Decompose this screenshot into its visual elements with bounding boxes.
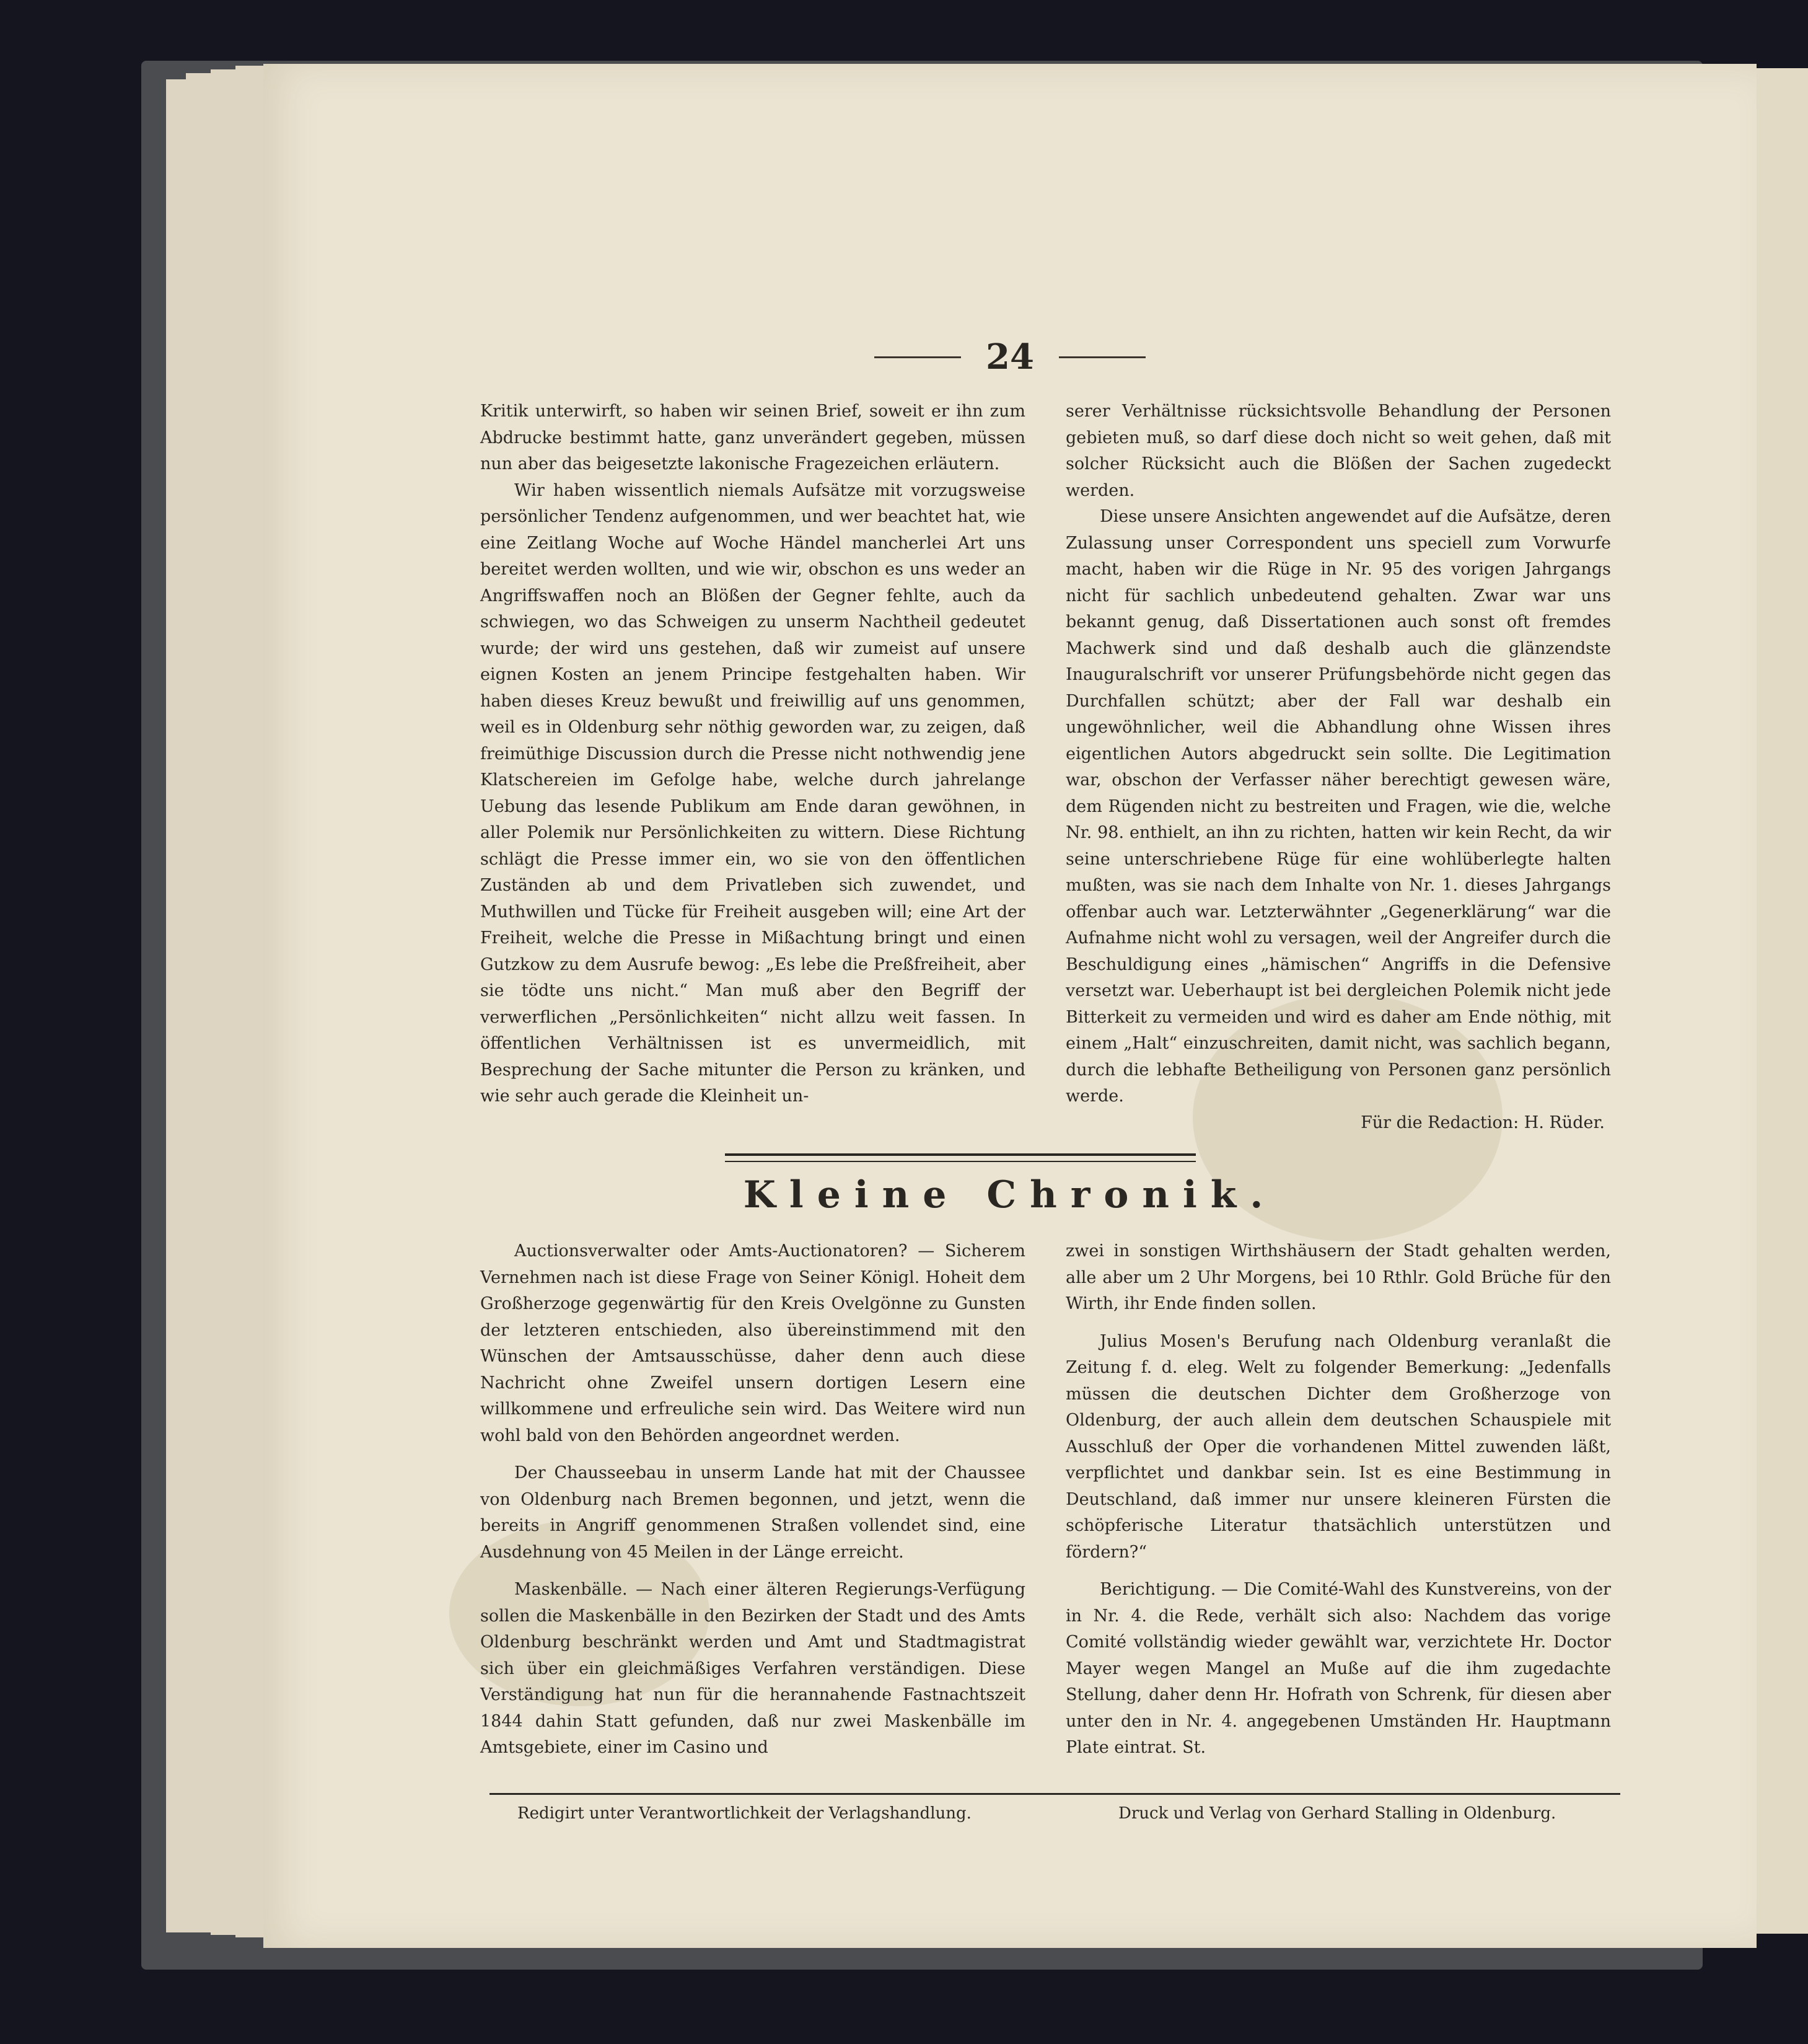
page-number xyxy=(263,337,1757,377)
news-item: Maskenbälle. — Nach einer älteren Regierungs-Verfügung sollen die Maskenbälle in den Bezirken der Stadt und des Amts Oldenburg beschränkt werden und Amt und Stadtmagistrat sich über ein gleichmäßiges Verfahren verständigen. Diese Verständigung hat nun für die herannahende Fastnachtszeit 1844 dahin Statt gefunden, daß nur zwei Maskenbälle im Amtsgebiete, einer im Casino und xyxy=(480,1580,1025,1757)
facing-page-edge xyxy=(1757,68,1808,1934)
column-left-bottom xyxy=(480,1238,1025,1761)
column-right-bottom xyxy=(1066,1238,1611,1761)
imprint-publisher: Druck und Verlag von Gerhard Stalling in Oldenburg. xyxy=(1118,1804,1556,1823)
paragraph: serer Verhältnisse rücksichtsvolle Behandlung der Personen gebieten muß, so darf diese doch nicht so weit gehen, daß mit solcher Rücksicht auch die Blößen der Sachen zugedeckt werden. xyxy=(1066,402,1611,500)
news-item: Berichtigung. — Die Comité-Wahl des Kunstvereins, von der in Nr. 4. die Rede, verhält sich also: Nachdem das vorige Comité vollständig wieder gewählt war, verzichtete Hr. Doctor Mayer wegen Mangel an Muße auf die ihm zugedachte Stellung, daher denn Hr. Hofrath von Schrenk, für diesen aber unter den in Nr. 4. angegebenen Umständen Hr. Hauptmann Plate eintrat. St. xyxy=(1066,1580,1611,1757)
column-left-top xyxy=(480,399,1025,1110)
footer-rule xyxy=(489,1793,1620,1795)
paragraph: Wir haben wissentlich niemals Aufsätze mit vorzugsweise persönlicher Tendenz aufgenommen, und wer beachtet hat, wie eine Zeitlang Woche auf Woche Händel mancherlei Art uns bereitet werden wollten, und wie wir, obschon es uns weder an Angriffswaffen noch an Blößen der Gegner fehlte, auch da schwiegen, wo das Schweigen zu unserm Nachtheil gedeutet wurde; der wird uns gestehen, daß wir zumeist auf unsere eignen Kosten an jenem Principe festgehalten haben. Wir haben dieses Kreuz bewußt und freiwillig auf uns genommen, weil es in Oldenburg sehr nöthig geworden war, zu zeigen, daß freimüthige Discussion durch die Presse nicht nothwendig jene Klatschereien im Gefolge habe, welche durch jahrelange Uebung das lesende Publikum am Ende daran gewöhnen, in aller Polemik nur Persönlichkeiten zu wittern. Diese Richtung schlägt die Presse immer ein, wo sie von den öffentlichen Zuständen ab und dem Privatleben sich zuwendet, und Muthwillen und Tücke für Freiheit ausgeben will; eine Art der Freiheit, welche die Presse in Mißachtung bringt und einen Gutzkow zu dem Ausrufe bewog: „Es lebe die Preßfreiheit, aber sie tödte uns nicht.“ Man muß aber den Begriff der verwerflichen „Persönlichkeiten“ nicht allzu weit fassen. In öffentlichen Verhältnissen ist es unvermeidlich, mit Besprechung der Sache mitunter die Person zu kränken, und wie sehr auch gerade die Kleinheit un- xyxy=(480,480,1025,1106)
signature: Für die Redaction: H. Rüder. xyxy=(1361,1112,1605,1132)
news-item: Der Chausseebau in unserm Lande hat mit der Chaussee von Oldenburg nach Bremen begonnen, und jetzt, wenn die bereits in Angriff genommenen Straßen vollendet sind, eine Ausdehnung von 45 Meilen in der Länge erreicht. xyxy=(480,1463,1025,1562)
section-divider xyxy=(725,1153,1196,1162)
paragraph: Diese unsere Ansichten angewendet auf die Aufsätze, deren Zulassung unser Correspondent uns speciell zum Vorwurfe macht, haben wir die Rüge in Nr. 95 des vorigen Jahrgangs nicht für sachlich unbedeutend gehalten. Zwar war uns bekannt genug, daß Dissertationen auch sonst oft fremdes Machwerk sind und daß deshalb auch die glänzendste Inauguralschrift vor unserer Prüfungsbehörde nicht gegen das Durchfallen schützt; aber der Fall war deshalb ein ungewöhnlicher, weil die Abhandlung ohne Wissen ihres eigentlichen Autors abgedruckt sein sollte. Die Legitimation war, obschon der Verfasser näher berechtigt gewesen wäre, dem Rügenden nicht zu bestreiten und Fragen, wie die, welche Nr. 98. enthielt, an ihn zu richten, hatten wir kein Recht, da wir seine unterschriebene Rüge für eine wohlüberlegte halten mußten, was sie nach dem Inhalte von Nr. 1. dieses Jahrgangs offenbar auch war. Letzterwähnter „Gegenerklärung“ war die Aufnahme nicht wohl zu versagen, weil der Angreifer durch die Beschuldigung eines „hämischen“ Angriffs in die Defensive versetzt war. Ueberhaupt ist bei dergleichen Polemik nicht jede Bitterkeit zu vermeiden und wird es daher am Ende nöthig, mit einem „Halt“ einzuschreiten, damit nicht, was sachlich begann, durch die lebhafte Betheiligung von Personen ganz persönlich werde. xyxy=(1066,507,1611,1106)
section-heading: Kleine Chronik. xyxy=(743,1173,1277,1217)
column-right-top xyxy=(1066,399,1611,1136)
news-item: Julius Mosen's Berufung nach Oldenburg veranlaßt die Zeitung f. d. eleg. Welt zu folgender Bemerkung: „Jedenfalls müssen die deutschen Dichter dem Großherzoge von Oldenburg, der auch allein dem deutschen Schauspiele mit Ausschluß der Oper die vorhandenen Mittel zuwenden läßt, verpflichtet und dankbar sein. Ist es eine Bestimmung in Deutschland, daß immer nur unsere kleineren Fürsten die schöpferische Literatur thatsächlich unterstützen und fördern?“ xyxy=(1066,1331,1611,1562)
news-item: zwei in sonstigen Wirthshäusern der Stadt gehalten werden, alle aber um 2 Uhr Morgens, bei 10 Rthlr. Gold Brüche für den Wirth, ihr Ende finden sollen. xyxy=(1066,1241,1611,1313)
newspaper-page xyxy=(263,64,1757,1948)
paragraph: Kritik unterwirft, so haben wir seinen Brief, soweit er ihn zum Abdrucke bestimmt hatte, ganz unverändert gegeben, müssen nun aber das beigesetzte lakonische Fragezeichen erläutern. xyxy=(480,402,1025,474)
page-number-text: 24 xyxy=(986,337,1034,377)
imprint-editor: Redigirt unter Verantwortlichkeit der Verlagshandlung. xyxy=(517,1804,972,1823)
news-item: Auctionsverwalter oder Amts-Auctionatoren? — Sicherem Vernehmen nach ist diese Frage von Seiner Königl. Hoheit dem Großherzoge gegenwärtig für den Kreis Ovelgönne zu Gunsten der letzteren entschieden, also übereinstimmend mit den Wünschen der Amtsausschüsse, daher denn auch diese Nachricht ohne Zweifel unsern dortigen Lesern eine willkommene und erfreuliche sein wird. Das Weitere wird nun wohl bald von den Behörden angeordnet werden. xyxy=(480,1241,1025,1445)
